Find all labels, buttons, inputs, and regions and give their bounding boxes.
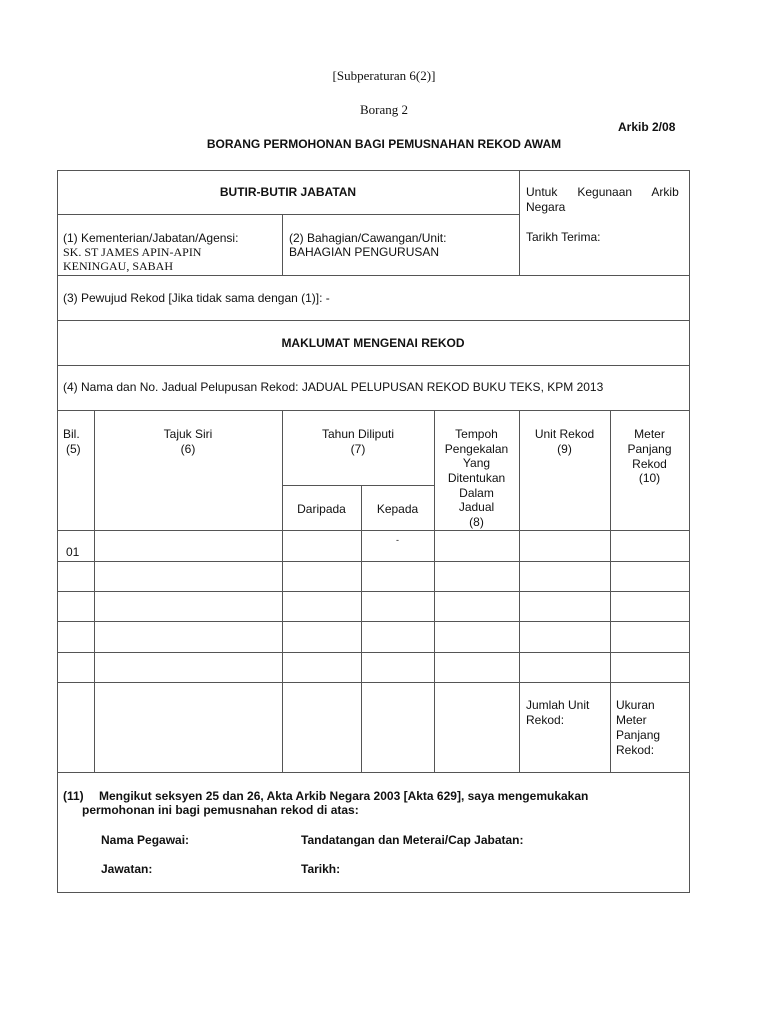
received-date-label: Tarikh Terima:	[526, 230, 601, 244]
total-meter-1: Ukuran	[616, 698, 655, 712]
col-bil-title: Bil.	[63, 427, 80, 441]
signature-label: Tandatangan dan Meterai/Cap Jabatan:	[301, 833, 524, 847]
col-tempoh-7: (8)	[469, 515, 484, 529]
record-creator: (3) Pewujud Rekod [Jika tidak sama dengan (1)]: -	[63, 291, 330, 305]
regulation-ref: [Subperaturan 6(2)]	[332, 68, 436, 83]
col-unit-title: Unit Rekod	[534, 427, 595, 441]
col-bil-num: (5)	[66, 442, 81, 456]
date-label: Tarikh:	[301, 862, 341, 876]
archive-use-line2: Negara	[526, 200, 566, 214]
col-kepada: Kepada	[376, 502, 419, 516]
col-meter-4: (10)	[638, 471, 661, 485]
col-tempoh-1: Tempoh	[455, 427, 498, 441]
total-meter-4: Rekod:	[616, 743, 655, 757]
officer-name-label: Nama Pegawai:	[101, 833, 190, 847]
schedule-line	[63, 380, 603, 394]
position-label: Jawatan:	[101, 862, 153, 876]
total-meter-3: Panjang	[616, 728, 661, 742]
col-meter-3: Rekod	[632, 457, 667, 471]
col-daripada: Daripada	[297, 502, 346, 516]
col-tempoh-4: Ditentukan	[447, 471, 506, 485]
row-kepada: -	[396, 535, 399, 545]
row-bil: 01	[66, 545, 80, 559]
schedule-value: JADUAL PELUPUSAN REKOD BUKU TEKS, KPM 2013	[301, 380, 604, 394]
schedule-label: (4) Nama dan No. Jadual Pelupusan Rekod:	[63, 380, 299, 394]
col-tempoh-2: Pengekalan	[444, 442, 509, 456]
records-heading: MAKLUMAT MENGENAI REKOD	[281, 336, 465, 350]
total-units-1: Jumlah Unit	[526, 698, 590, 712]
dept-heading: BUTIR-BUTIR JABATAN	[219, 185, 357, 199]
ministry-value-2: KENINGAU, SABAH	[63, 259, 173, 273]
section-label: (2) Bahagian/Cawangan/Unit:	[289, 231, 447, 245]
archive-code: Arkib 2/08	[618, 120, 676, 134]
col-tahun-num: (7)	[350, 442, 366, 456]
declaration-line2: permohonan ini bagi pemusnahan rekod di atas:	[82, 803, 359, 817]
total-units-2: Rekod:	[526, 713, 565, 727]
archive-use-line1: Untuk Kegunaan Arkib	[526, 185, 679, 199]
col-tempoh-3: Yang	[462, 456, 491, 470]
col-tajuk-title: Tajuk Siri	[163, 427, 213, 441]
col-tajuk-num: (6)	[180, 442, 196, 456]
col-tempoh-6: Jadual	[458, 500, 495, 514]
form-title: BORANG PERMOHONAN BAGI PEMUSNAHAN REKOD AWAM	[206, 137, 562, 151]
ministry-label: (1) Kementerian/Jabatan/Agensi:	[63, 231, 239, 245]
col-meter-2: Panjang	[627, 442, 672, 456]
declaration-num: (11)	[63, 789, 84, 803]
col-tempoh-5: Dalam	[459, 486, 494, 500]
form-number: Borang 2	[359, 102, 409, 117]
ministry-value-1: SK. ST JAMES APIN-APIN	[63, 245, 202, 259]
col-unit-num: (9)	[557, 442, 572, 456]
declaration-line1: Mengikut seksyen 25 dan 26, Akta Arkib Negara 2003 [Akta 629], saya mengemukakan	[99, 789, 589, 803]
col-meter-1: Meter	[634, 427, 665, 441]
section-value: BAHAGIAN PENGURUSAN	[289, 245, 440, 259]
col-tahun-title: Tahun Diliputi	[321, 427, 395, 441]
total-meter-2: Meter	[616, 713, 647, 727]
